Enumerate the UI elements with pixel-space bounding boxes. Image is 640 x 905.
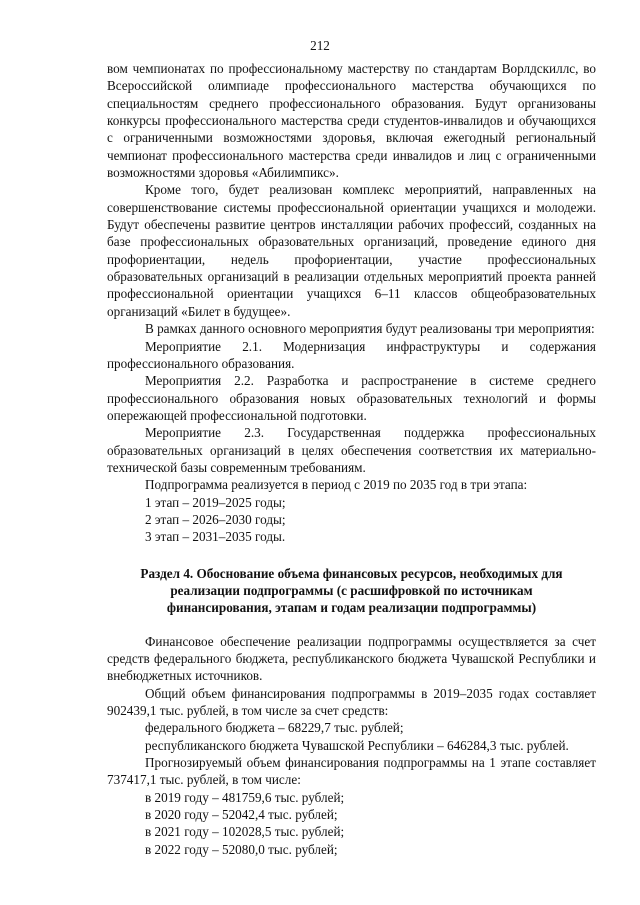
- list-item: федерального бюджета – 68229,7 тыс. рублей;: [145, 720, 404, 736]
- section-heading: Раздел 4. Обоснование объема финансовых ресурсов, необходимых для реализации подпрограммы (с расшифровкой по источникам финансирования, этапам и годам реализации подпрограммы): [140, 565, 563, 616]
- list-item: в 2021 году – 102028,5 тыс. рублей;: [145, 824, 345, 840]
- paragraph: Мероприятия 2.2. Разработка и распространение в системе среднего профессионального образования новых образовательных технологий и формы опережающей профессиональной подготовки.: [107, 373, 596, 423]
- paragraph: Кроме того, будет реализован комплекс мероприятий, направленных на совершенствование системы профессиональной ориентации учащихся и молодежи. Будут обеспечены развитие центров инсталляции рабочих профессий, созданных на базе профессиональных образовательных организаций, проведение единого дня профориентации, недель профориентации, участие профессиональных образовательных организаций в реализации отдельных мероприятий проекта ранней профессиональной ориентации учащихся 6–11 классов общеобразовательных организаций «Билет в будущее».: [107, 182, 596, 319]
- list-item: в 2022 году – 52080,0 тыс. рублей;: [145, 841, 338, 857]
- paragraph: вом чемпионатах по профессиональному мастерству по стандартам Ворлдскиллс, во Всероссийской олимпиаде профессионального мастерства обучающихся по специальностям среднего профессионального образования. Будут организованы конкурсы профессионального мастерства среди студентов-инвалидов и обучающихся с ограниченными возможностями здоровья, включая ежегодный региональный чемпионат профессионального мастерства среди инвалидов и лиц с ограниченными возможностями здоровья «Абилимпикс».: [107, 61, 596, 181]
- list-item: в 2020 году – 52042,4 тыс. рублей;: [145, 807, 338, 823]
- paragraph: В рамках данного основного мероприятия будут реализованы три мероприятия:: [145, 321, 595, 337]
- document-body: [107, 60, 596, 858]
- paragraph: Подпрограмма реализуется в период с 2019 по 2035 год в три этапа:: [145, 477, 528, 493]
- paragraph: Мероприятие 2.1. Модернизация инфраструктуры и содержания профессионального образования.: [107, 338, 596, 371]
- list-item: 1 этап – 2019–2025 годы;: [145, 494, 286, 510]
- paragraph: Прогнозируемый объем финансирования подпрограммы на 1 этапе составляет 737417,1 тыс. рублей, в том числе:: [107, 755, 596, 788]
- list-item: в 2019 году – 481759,6 тыс. рублей;: [145, 789, 345, 805]
- paragraph: Финансовое обеспечение реализации подпрограммы осуществляется за счет средств федерального бюджета, республиканского бюджета Чувашской Республики и внебюджетных источников.: [107, 633, 596, 684]
- page-number: 212: [310, 38, 330, 53]
- paragraph: Общий объем финансирования подпрограммы в 2019–2035 годах составляет 902439,1 тыс. рублей, в том числе за счет средств:: [107, 685, 596, 719]
- list-item: 2 этап – 2026–2030 годы;: [145, 511, 286, 527]
- list-item: 3 этап – 2031–2035 годы.: [145, 529, 286, 545]
- paragraph: Мероприятие 2.3. Государственная поддержка профессиональных образовательных организаций в целях обеспечения соответствия их материально-технической базы современным требованиям.: [107, 425, 596, 475]
- paragraph: республиканского бюджета Чувашской Республики – 646284,3 тыс. рублей.: [145, 737, 569, 753]
